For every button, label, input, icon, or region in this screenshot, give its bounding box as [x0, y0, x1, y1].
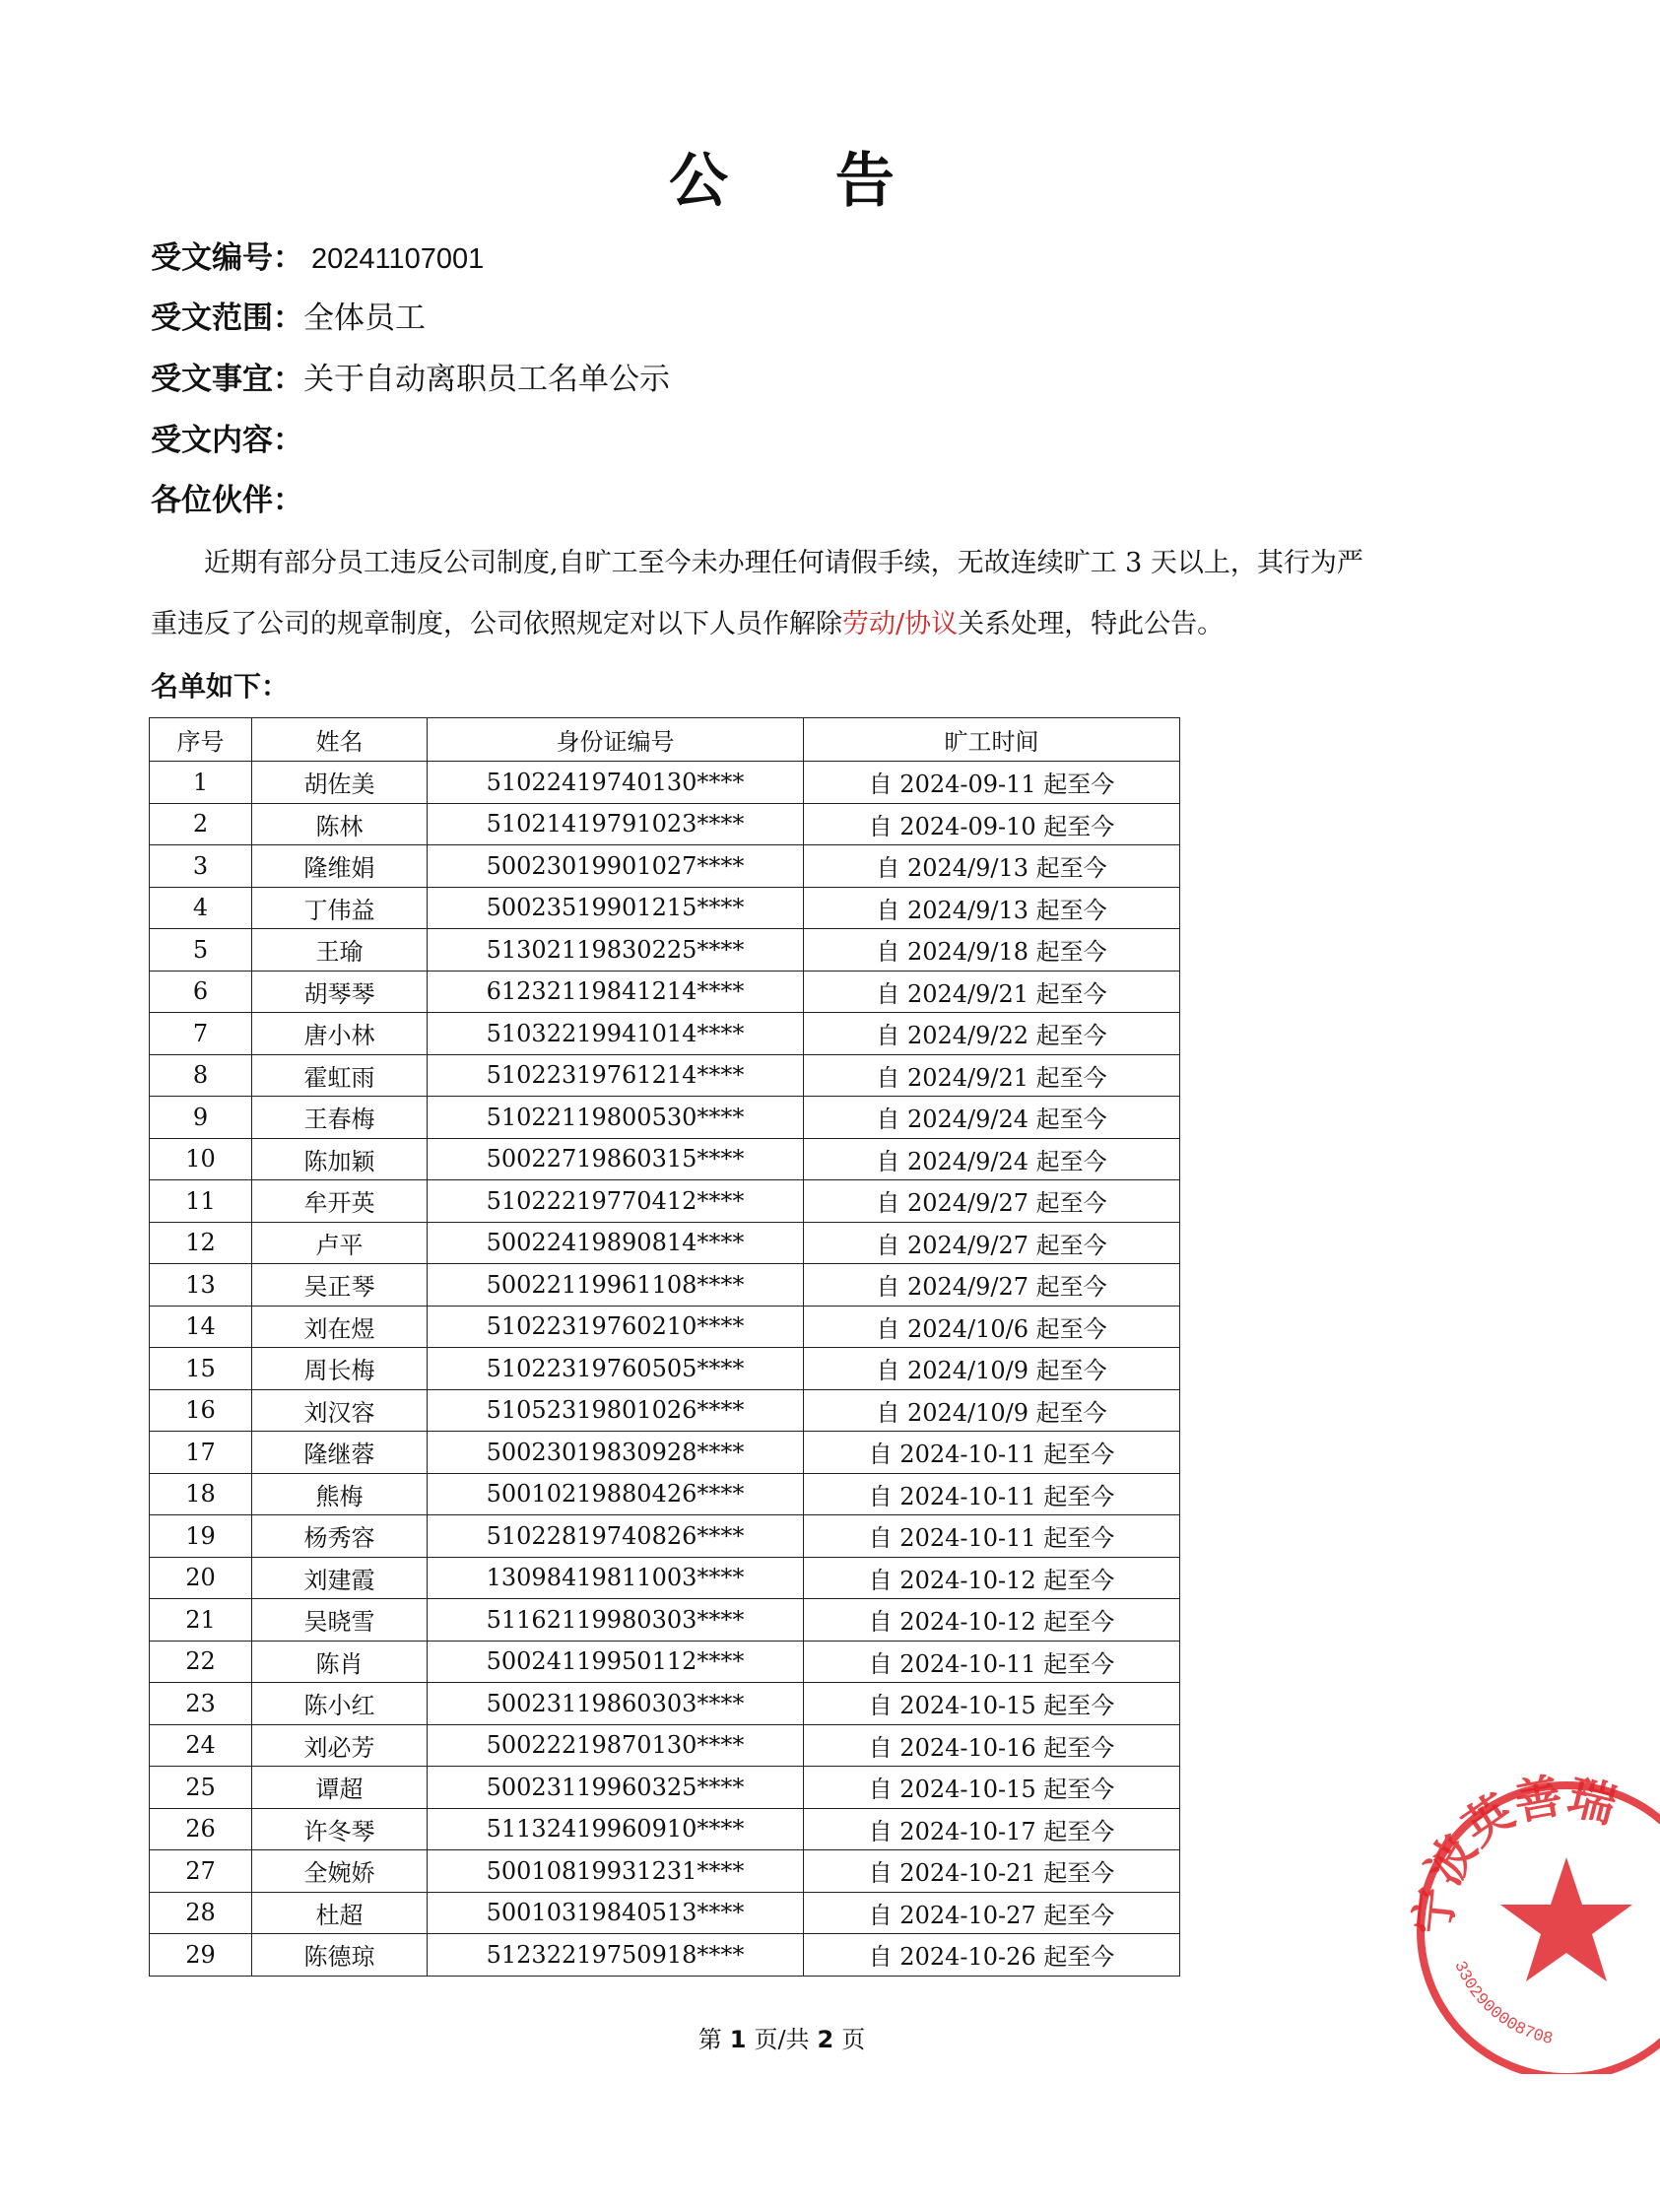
cell-name: 刘必芳: [252, 1724, 428, 1767]
table-row: [150, 1054, 1180, 1097]
list-label: 名单如下：: [151, 670, 290, 703]
table-row: [150, 803, 1180, 845]
cell-name: 杜超: [252, 1892, 428, 1934]
scope-line: [151, 299, 426, 338]
cell-name: 丁伟益: [252, 887, 428, 929]
cell-absence-time: 自 2024/10/9 起至今: [804, 1389, 1180, 1432]
table-row: [150, 845, 1180, 888]
cell-id-number: 13098419811003****: [428, 1557, 804, 1599]
company-seal-icon: [1404, 1749, 1660, 2074]
table-row: [150, 1264, 1180, 1307]
cell-absence-time: 自 2024-10-11 起至今: [804, 1432, 1180, 1474]
cell-index: 2: [150, 803, 252, 845]
cell-index: 23: [150, 1683, 252, 1725]
cell-name: 霍虹雨: [252, 1054, 428, 1097]
cell-name: 刘汉容: [252, 1389, 428, 1432]
cell-id-number: 50023119860303****: [428, 1683, 804, 1725]
cell-absence-time: 自 2024-09-11 起至今: [804, 762, 1180, 804]
cell-name: 熊梅: [252, 1473, 428, 1515]
cell-index: 13: [150, 1264, 252, 1307]
cell-absence-time: 自 2024-10-17 起至今: [804, 1808, 1180, 1850]
cell-absence-time: 自 2024-10-11 起至今: [804, 1641, 1180, 1683]
table-row: [150, 1013, 1180, 1055]
roster-body: [150, 762, 1180, 1977]
footer-page: 1: [729, 2026, 747, 2053]
cell-name: 陈小红: [252, 1683, 428, 1725]
cell-absence-time: 自 2024/9/22 起至今: [804, 1013, 1180, 1055]
cell-absence-time: 自 2024-10-11 起至今: [804, 1515, 1180, 1558]
cell-name: 陈加颖: [252, 1138, 428, 1180]
cell-index: 26: [150, 1808, 252, 1850]
cell-name: 全婉娇: [252, 1850, 428, 1893]
cell-absence-time: 自 2024-10-27 起至今: [804, 1892, 1180, 1934]
table-row: [150, 1180, 1180, 1223]
cell-name: 陈林: [252, 803, 428, 845]
cell-absence-time: 自 2024-10-11 起至今: [804, 1473, 1180, 1515]
cell-absence-time: 自 2024/9/27 起至今: [804, 1180, 1180, 1223]
cell-absence-time: 自 2024-10-12 起至今: [804, 1599, 1180, 1642]
cell-id-number: 50022219870130****: [428, 1724, 804, 1767]
table-row: [150, 1850, 1180, 1893]
cell-id-number: 51022319760210****: [428, 1306, 804, 1348]
cell-name: 王瑜: [252, 929, 428, 972]
cell-index: 20: [150, 1557, 252, 1599]
cell-index: 19: [150, 1515, 252, 1558]
table-header-row: [150, 718, 1180, 762]
cell-id-number: 51022119800530****: [428, 1097, 804, 1139]
cell-index: 9: [150, 1097, 252, 1139]
cell-index: 1: [150, 762, 252, 804]
table-row: [150, 1389, 1180, 1432]
table-row: [150, 971, 1180, 1013]
cell-id-number: 51022419740130****: [428, 762, 804, 804]
subject-value: 关于自动离职员工名单公示: [303, 362, 670, 397]
cell-index: 15: [150, 1348, 252, 1390]
cell-absence-time: 自 2024/9/13 起至今: [804, 887, 1180, 929]
cell-absence-time: 自 2024/10/6 起至今: [804, 1306, 1180, 1348]
cell-name: 唐小林: [252, 1013, 428, 1055]
cell-name: 隆继蓉: [252, 1432, 428, 1474]
table-row: [150, 929, 1180, 972]
cell-index: 10: [150, 1138, 252, 1180]
cell-absence-time: 自 2024/9/18 起至今: [804, 929, 1180, 972]
cell-id-number: 51022819740826****: [428, 1515, 804, 1558]
table-row: [150, 1306, 1180, 1348]
seal-number-path: 3302900008708: [1449, 1958, 1555, 2049]
cell-name: 谭超: [252, 1767, 428, 1809]
cell-name: 卢平: [252, 1222, 428, 1264]
cell-index: 7: [150, 1013, 252, 1055]
cell-name: 牟开英: [252, 1180, 428, 1223]
table-row: [150, 1222, 1180, 1264]
cell-id-number: 50010819931231****: [428, 1850, 804, 1893]
subject-line: [151, 360, 670, 399]
cell-index: 14: [150, 1306, 252, 1348]
cell-name: 许冬琴: [252, 1808, 428, 1850]
table-row: [150, 1473, 1180, 1515]
cell-id-number: 50022119961108****: [428, 1264, 804, 1307]
cell-name: 陈德琼: [252, 1934, 428, 1977]
cell-name: 隆维娟: [252, 845, 428, 888]
table-row: [150, 1683, 1180, 1725]
header-index: 序号: [150, 718, 252, 762]
doc-number-line: [151, 238, 484, 279]
table-row: [150, 1432, 1180, 1474]
cell-index: 24: [150, 1724, 252, 1767]
roster-table: [149, 717, 1180, 1977]
footer-post: 页: [841, 2026, 866, 2053]
header-name: 姓名: [252, 718, 428, 762]
cell-index: 6: [150, 971, 252, 1013]
scope-value: 全体员工: [303, 301, 426, 336]
cell-absence-time: 自 2024-10-12 起至今: [804, 1557, 1180, 1599]
cell-id-number: 50023019901027****: [428, 845, 804, 888]
doc-number-value: 20241107001: [311, 243, 485, 275]
cell-name: 吴晓雪: [252, 1599, 428, 1642]
cell-absence-time: 自 2024-10-21 起至今: [804, 1850, 1180, 1893]
cell-name: 胡琴琴: [252, 971, 428, 1013]
table-row: [150, 1767, 1180, 1809]
header-absence-time: 旷工时间: [804, 718, 1180, 762]
cell-name: 胡佐美: [252, 762, 428, 804]
cell-id-number: 51052319801026****: [428, 1389, 804, 1432]
cell-name: 周长梅: [252, 1348, 428, 1390]
cell-id-number: 50022719860315****: [428, 1138, 804, 1180]
cell-absence-time: 自 2024/9/24 起至今: [804, 1138, 1180, 1180]
cell-name: 刘在煜: [252, 1306, 428, 1348]
cell-id-number: 50010219880426****: [428, 1473, 804, 1515]
cell-name: 杨秀容: [252, 1515, 428, 1558]
footer-pre: 第: [697, 2026, 722, 2053]
table-row: [150, 1892, 1180, 1934]
cell-id-number: 51021419791023****: [428, 803, 804, 845]
subject-label: 受文事宜：: [151, 362, 303, 397]
cell-id-number: 51022219770412****: [428, 1180, 804, 1223]
header-id-number: 身份证编号: [428, 718, 804, 762]
cell-index: 4: [150, 887, 252, 929]
cell-index: 27: [150, 1850, 252, 1893]
page-title: 公 告: [669, 147, 938, 216]
cell-id-number: 50023519901215****: [428, 887, 804, 929]
cell-index: 17: [150, 1432, 252, 1474]
cell-index: 21: [150, 1599, 252, 1642]
body-line-1: 近期有部分员工违反公司制度,自旷工至今未办理任何请假手续，无故连续旷工 3 天以上，其行为严: [204, 548, 1363, 578]
cell-name: 刘建霞: [252, 1557, 428, 1599]
table-row: [150, 1515, 1180, 1558]
table-row: [150, 1348, 1180, 1390]
cell-absence-time: 自 2024/9/27 起至今: [804, 1264, 1180, 1307]
cell-name: 陈肖: [252, 1641, 428, 1683]
cell-id-number: 50024119950112****: [428, 1641, 804, 1683]
body-line-2-post: 关系处理，特此公告。: [958, 609, 1225, 639]
footer-mid: 页/共: [754, 2026, 810, 2053]
cell-absence-time: 自 2024/9/27 起至今: [804, 1222, 1180, 1264]
table-row: [150, 1599, 1180, 1642]
cell-id-number: 51022319760505****: [428, 1348, 804, 1390]
table-row: [150, 1097, 1180, 1139]
cell-absence-time: 自 2024/9/24 起至今: [804, 1097, 1180, 1139]
cell-absence-time: 自 2024/9/21 起至今: [804, 1054, 1180, 1097]
table-row: [150, 1934, 1180, 1977]
table-row: [150, 1808, 1180, 1850]
cell-id-number: 50023019830928****: [428, 1432, 804, 1474]
table-row: [150, 1724, 1180, 1767]
table-row: [150, 1138, 1180, 1180]
cell-id-number: 51232219750918****: [428, 1934, 804, 1977]
cell-absence-time: 自 2024-10-15 起至今: [804, 1767, 1180, 1809]
table-row: [150, 762, 1180, 804]
scope-label: 受文范围：: [151, 301, 303, 336]
cell-index: 18: [150, 1473, 252, 1515]
cell-index: 28: [150, 1892, 252, 1934]
content-label: 受文内容：: [151, 423, 303, 458]
seal-text-path: 宁波英善瑞: [1405, 1768, 1623, 1938]
cell-index: 12: [150, 1222, 252, 1264]
cell-absence-time: 自 2024-10-15 起至今: [804, 1683, 1180, 1725]
cell-index: 11: [150, 1180, 252, 1223]
body-line-2-pre: 重违反了公司的规章制度，公司依照规定对以下人员作解除: [151, 609, 842, 639]
cell-id-number: 51302119830225****: [428, 929, 804, 972]
cell-index: 5: [150, 929, 252, 972]
table-row: [150, 1557, 1180, 1599]
page-footer: [0, 2023, 1563, 2056]
cell-index: 3: [150, 845, 252, 888]
cell-absence-time: 自 2024/9/21 起至今: [804, 971, 1180, 1013]
seal-star-icon: [1500, 1857, 1632, 1981]
cell-id-number: 51032219941014****: [428, 1013, 804, 1055]
cell-index: 25: [150, 1767, 252, 1809]
cell-index: 8: [150, 1054, 252, 1097]
body-highlight: 劳动/协议: [842, 609, 959, 639]
greeting: 各位伙伴：: [151, 483, 303, 518]
cell-absence-time: 自 2024/10/9 起至今: [804, 1348, 1180, 1390]
cell-index: 22: [150, 1641, 252, 1683]
cell-id-number: 51162119980303****: [428, 1599, 804, 1642]
cell-id-number: 50010319840513****: [428, 1892, 804, 1934]
cell-index: 16: [150, 1389, 252, 1432]
cell-absence-time: 自 2024/9/13 起至今: [804, 845, 1180, 888]
cell-index: 29: [150, 1934, 252, 1977]
cell-absence-time: 自 2024-09-10 起至今: [804, 803, 1180, 845]
body-line-2: [151, 605, 1224, 644]
table-row: [150, 887, 1180, 929]
content-line: [151, 421, 303, 460]
cell-absence-time: 自 2024-10-26 起至今: [804, 1934, 1180, 1977]
doc-number-label: 受文编号：: [151, 240, 303, 276]
cell-absence-time: 自 2024-10-16 起至今: [804, 1724, 1180, 1767]
cell-name: 王春梅: [252, 1097, 428, 1139]
cell-id-number: 51132419960910****: [428, 1808, 804, 1850]
cell-id-number: 50023119960325****: [428, 1767, 804, 1809]
table-row: [150, 1641, 1180, 1683]
footer-total: 2: [817, 2026, 834, 2053]
cell-id-number: 50022419890814****: [428, 1222, 804, 1264]
cell-name: 吴正琴: [252, 1264, 428, 1307]
cell-id-number: 61232119841214****: [428, 971, 804, 1013]
cell-id-number: 51022319761214****: [428, 1054, 804, 1097]
